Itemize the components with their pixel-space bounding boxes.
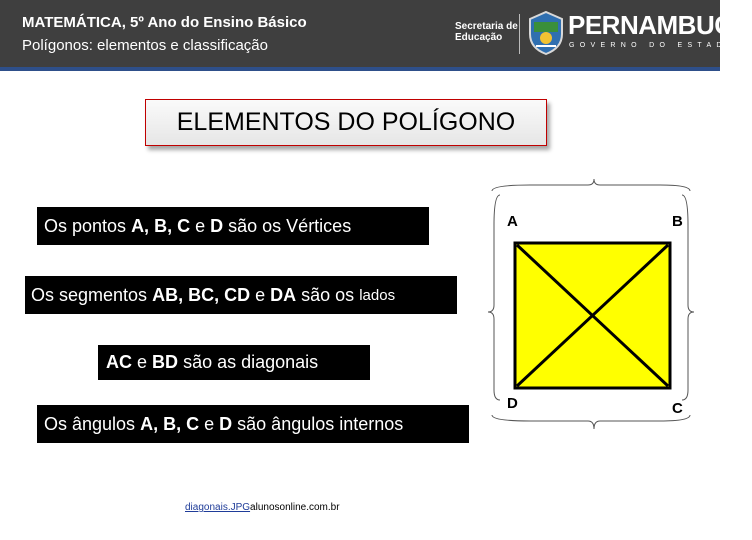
segments-label: Os segmentos AB, BC, CD e DA são os lados [25, 276, 457, 314]
right-brace [682, 195, 694, 400]
vertex-c-label: C [672, 400, 683, 417]
diagonals-label: AC e BD são as diagonais [98, 345, 370, 380]
header-stripe [0, 67, 720, 71]
course-title: MATEMÁTICA, 5º Ano do Ensino Básico [22, 14, 307, 31]
image-credit [185, 502, 340, 513]
brand-subtitle: GOVERNO DO ESTADO [569, 42, 738, 49]
divider [519, 14, 520, 54]
crest-logo [526, 10, 566, 56]
credit-source: alunosonline.com.br [250, 502, 340, 513]
brand-name: PERNAMBUCO [568, 10, 752, 40]
secretaria-label: Secretaria de Educação [455, 21, 518, 43]
slide-title: ELEMENTOS DO POLÍGONO [145, 99, 547, 146]
top-brace [492, 179, 690, 191]
lesson-subtitle: Polígonos: elementos e classificação [22, 37, 268, 54]
bottom-brace [492, 415, 690, 429]
angles-label: Os ângulos A, B, C e D são ângulos internos [37, 405, 469, 443]
vertex-b-label: B [672, 213, 683, 230]
vertex-a-label: A [507, 213, 518, 230]
vertex-d-label: D [507, 395, 518, 412]
left-brace [488, 195, 500, 400]
credit-link[interactable]: diagonais.JPG [185, 502, 251, 513]
vertices-label: Os pontos A, B, C e D são os Vértices [37, 207, 429, 245]
